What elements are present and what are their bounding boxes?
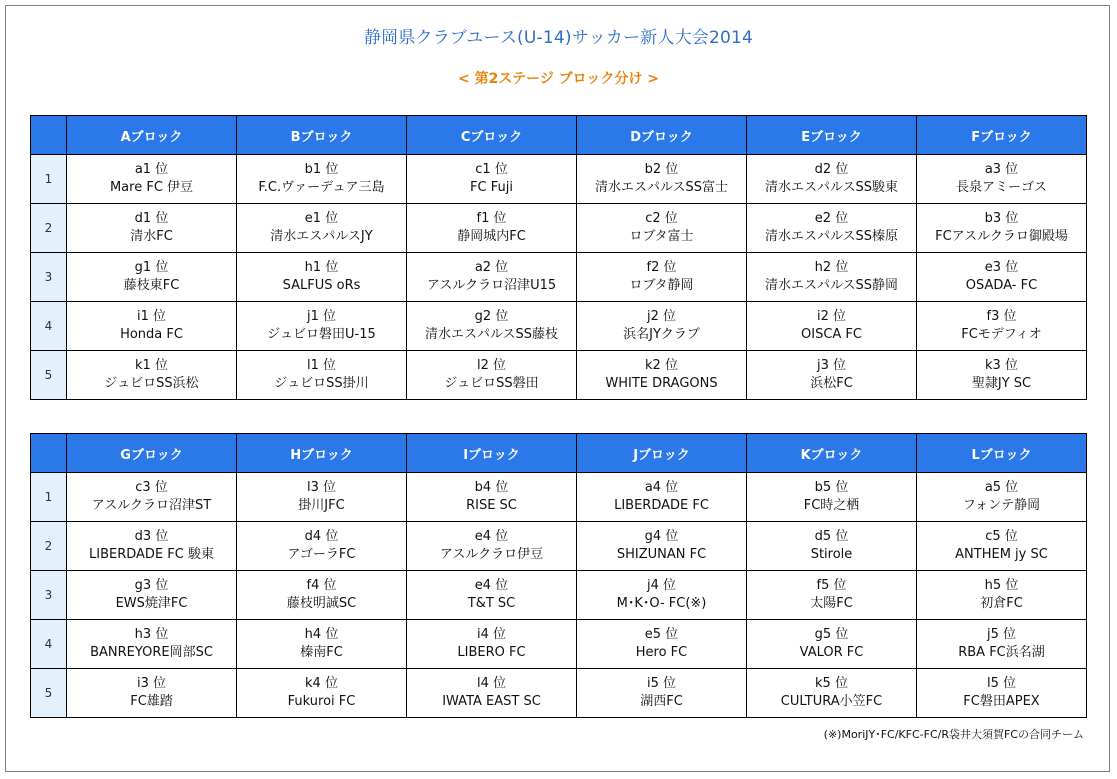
team-cell (747, 351, 917, 400)
team-name: WHITE DRAGONS (605, 376, 718, 391)
qualifying-rank: e3 位 (984, 260, 1019, 275)
team-cell (747, 571, 917, 620)
block-table-1 (30, 115, 1087, 400)
qualifying-rank: g3 位 (134, 578, 169, 593)
team-cell (407, 571, 577, 620)
team-name: フォンテ静岡 (962, 498, 1041, 513)
table-row (31, 253, 1087, 302)
row-number: 2 (31, 204, 67, 253)
team-cell (237, 571, 407, 620)
qualifying-rank: k3 位 (985, 358, 1018, 373)
team-cell (237, 204, 407, 253)
block-header: Dブロック (577, 116, 747, 155)
qualifying-rank: h4 位 (304, 627, 339, 642)
team-cell (577, 473, 747, 522)
team-cell (917, 302, 1087, 351)
row-number: 2 (31, 522, 67, 571)
team-name: BANREYORE岡部SC (90, 645, 213, 660)
qualifying-rank: e1 位 (304, 211, 339, 226)
team-name: OSADA- FC (965, 278, 1038, 293)
team-name: ジュビロSS浜松 (104, 376, 199, 391)
team-name: ロブタ富士 (629, 229, 694, 244)
footnote: (※)MoriJY･FC/KFC-FC/R袋井大須賀FCの合同チーム (823, 728, 1084, 741)
qualifying-rank: i5 位 (646, 676, 676, 691)
team-name: SALFUS oRs (282, 278, 361, 293)
team-cell (747, 302, 917, 351)
qualifying-rank: e4 位 (474, 529, 509, 544)
page-subtitle: < 第2ステージ ブロック分け > (458, 71, 659, 87)
table-row (31, 669, 1087, 718)
team-name: 清水エスパルスSS藤枝 (424, 327, 559, 342)
table-row (31, 351, 1087, 400)
team-cell (237, 351, 407, 400)
team-cell (237, 669, 407, 718)
team-cell (917, 571, 1087, 620)
team-name: T&T SC (467, 596, 516, 611)
qualifying-rank: j1 位 (306, 309, 336, 324)
block-header: Jブロック (577, 434, 747, 473)
block-table-2 (30, 433, 1087, 718)
qualifying-rank: f3 位 (986, 309, 1017, 324)
team-name: FCモデフィオ (961, 327, 1042, 342)
qualifying-rank: j5 位 (986, 627, 1016, 642)
team-name: F.C.ヴァーデュア三島 (258, 180, 385, 195)
team-name: Honda FC (120, 327, 183, 342)
team-cell (917, 351, 1087, 400)
qualifying-rank: g2 位 (474, 309, 509, 324)
team-cell (237, 473, 407, 522)
qualifying-rank: b4 位 (474, 480, 509, 495)
qualifying-rank: g4 位 (644, 529, 679, 544)
team-cell (917, 253, 1087, 302)
qualifying-rank: f5 位 (816, 578, 847, 593)
team-cell (67, 473, 237, 522)
header-corner (31, 116, 67, 155)
team-name: ANTHEM jy SC (955, 547, 1048, 562)
team-cell (407, 302, 577, 351)
team-cell (917, 620, 1087, 669)
table-row (31, 155, 1087, 204)
block-header: Eブロック (747, 116, 917, 155)
qualifying-rank: g5 位 (814, 627, 849, 642)
team-name: 長泉アミーゴス (955, 180, 1047, 195)
table-row (31, 620, 1087, 669)
qualifying-rank: h3 位 (134, 627, 169, 642)
team-name: Mare FC 伊豆 (109, 180, 194, 195)
team-cell (67, 522, 237, 571)
qualifying-rank: h5 位 (984, 578, 1019, 593)
team-cell (237, 620, 407, 669)
qualifying-rank: e5 位 (644, 627, 679, 642)
team-name: ジュビロSS磐田 (444, 376, 539, 391)
qualifying-rank: d3 位 (134, 529, 169, 544)
team-cell (407, 620, 577, 669)
team-cell (407, 669, 577, 718)
team-cell (747, 155, 917, 204)
qualifying-rank: l1 位 (306, 358, 336, 373)
team-cell (577, 204, 747, 253)
team-name: アスルクラロ沼津ST (91, 498, 212, 513)
qualifying-rank: i2 位 (816, 309, 846, 324)
team-cell (917, 155, 1087, 204)
team-cell (577, 253, 747, 302)
team-cell (747, 473, 917, 522)
team-cell (917, 473, 1087, 522)
team-cell (577, 669, 747, 718)
qualifying-rank: b1 位 (304, 162, 339, 177)
team-cell (747, 204, 917, 253)
team-name: FCアスルクラロ御殿場 (935, 229, 1068, 244)
team-cell (577, 571, 747, 620)
qualifying-rank: e2 位 (814, 211, 849, 226)
team-name: RBA FC浜名湖 (958, 645, 1045, 660)
team-name: M･K･O- FC(※) (616, 596, 707, 611)
qualifying-rank: a3 位 (984, 162, 1019, 177)
table-row (31, 473, 1087, 522)
qualifying-rank: e4 位 (474, 578, 509, 593)
team-cell (577, 302, 747, 351)
qualifying-rank: j2 位 (646, 309, 676, 324)
qualifying-rank: d5 位 (814, 529, 849, 544)
qualifying-rank: l4 位 (476, 676, 506, 691)
team-name: ジュビロSS掛川 (274, 376, 369, 391)
team-cell (67, 253, 237, 302)
qualifying-rank: h1 位 (304, 260, 339, 275)
qualifying-rank: k4 位 (305, 676, 338, 691)
team-cell (67, 351, 237, 400)
header-row (31, 434, 1087, 473)
qualifying-rank: a4 位 (644, 480, 679, 495)
qualifying-rank: k1 位 (135, 358, 168, 373)
block-header: Hブロック (237, 434, 407, 473)
team-name: RISE SC (466, 498, 517, 513)
block-header: Iブロック (407, 434, 577, 473)
team-name: OISCA FC (801, 327, 862, 342)
header-row (31, 116, 1087, 155)
team-cell (747, 253, 917, 302)
team-name: 清水FC (130, 229, 173, 244)
team-name: 清水エスパルスSS榛原 (764, 229, 899, 244)
block-header: Fブロック (917, 116, 1087, 155)
team-name: IWATA EAST SC (442, 694, 541, 709)
team-cell (407, 522, 577, 571)
row-number: 1 (31, 155, 67, 204)
block-header: Kブロック (747, 434, 917, 473)
qualifying-rank: a2 位 (474, 260, 509, 275)
qualifying-rank: f2 位 (646, 260, 677, 275)
row-number: 3 (31, 253, 67, 302)
team-name: LIBERDADE FC 駿東 (89, 547, 214, 562)
header-corner (31, 434, 67, 473)
team-name: ロブタ静岡 (629, 278, 694, 293)
qualifying-rank: c1 位 (475, 162, 508, 177)
team-name: FC磐田APEX (963, 694, 1040, 709)
team-cell (577, 620, 747, 669)
row-number: 1 (31, 473, 67, 522)
team-name: アゴーラFC (287, 547, 356, 562)
team-name: VALOR FC (799, 645, 864, 660)
block-header: Gブロック (67, 434, 237, 473)
qualifying-rank: b2 位 (644, 162, 679, 177)
team-name: 清水エスパルスSS駿東 (764, 180, 899, 195)
team-cell (67, 669, 237, 718)
team-name: 清水エスパルスSS富士 (594, 180, 729, 195)
team-name: LIBERO FC (457, 645, 526, 660)
team-name: アスルクラロ沼津U15 (426, 278, 557, 293)
qualifying-rank: c5 位 (985, 529, 1018, 544)
qualifying-rank: f4 位 (306, 578, 337, 593)
qualifying-rank: c2 位 (645, 211, 678, 226)
team-cell (577, 155, 747, 204)
team-name: Stirole (810, 547, 853, 562)
team-cell (577, 351, 747, 400)
qualifying-rank: d4 位 (304, 529, 339, 544)
qualifying-rank: f1 位 (476, 211, 507, 226)
team-name: 静岡城内FC (457, 229, 526, 244)
team-cell (67, 204, 237, 253)
qualifying-rank: a1 位 (134, 162, 169, 177)
team-cell (67, 155, 237, 204)
row-number: 4 (31, 302, 67, 351)
table-row (31, 522, 1087, 571)
team-cell (917, 204, 1087, 253)
team-name: 浜名JYクラブ (623, 327, 700, 342)
team-name: 清水エスパルスJY (270, 229, 373, 244)
team-name: FC雄踏 (130, 694, 173, 709)
qualifying-rank: d2 位 (814, 162, 849, 177)
row-number: 5 (31, 669, 67, 718)
team-name: アスルクラロ伊豆 (439, 547, 544, 562)
team-name: 藤枝明誠SC (286, 596, 357, 611)
team-cell (407, 473, 577, 522)
team-name: FC時之栖 (803, 498, 860, 513)
table-row (31, 302, 1087, 351)
block-header: Bブロック (237, 116, 407, 155)
team-name: 初倉FC (980, 596, 1023, 611)
team-cell (407, 351, 577, 400)
team-cell (67, 620, 237, 669)
team-name: 湖西FC (640, 694, 683, 709)
qualifying-rank: l5 位 (986, 676, 1016, 691)
team-cell (407, 155, 577, 204)
qualifying-rank: i1 位 (136, 309, 166, 324)
team-name: 太陽FC (810, 596, 853, 611)
qualifying-rank: j4 位 (646, 578, 676, 593)
team-name: ジュビロ磐田U-15 (267, 327, 376, 342)
team-cell (747, 620, 917, 669)
qualifying-rank: b3 位 (984, 211, 1019, 226)
row-number: 3 (31, 571, 67, 620)
team-cell (237, 155, 407, 204)
qualifying-rank: i3 位 (136, 676, 166, 691)
team-name: 聖隷JY SC (971, 376, 1032, 391)
team-cell (237, 522, 407, 571)
block-header: Aブロック (67, 116, 237, 155)
row-number: 5 (31, 351, 67, 400)
page-title: 静岡県クラブユース(U-14)サッカー新人大会2014 (363, 28, 754, 48)
team-name: EWS焼津FC (115, 596, 188, 611)
team-name: CULTURA小笠FC (780, 694, 883, 709)
qualifying-rank: k2 位 (645, 358, 678, 373)
team-cell (917, 669, 1087, 718)
team-cell (407, 204, 577, 253)
team-cell (67, 571, 237, 620)
qualifying-rank: h2 位 (814, 260, 849, 275)
row-number: 4 (31, 620, 67, 669)
block-header: Lブロック (917, 434, 1087, 473)
team-name: 浜松FC (810, 376, 853, 391)
qualifying-rank: j3 位 (816, 358, 846, 373)
block-header: Cブロック (407, 116, 577, 155)
team-name: Fukuroi FC (287, 694, 356, 709)
team-cell (237, 253, 407, 302)
qualifying-rank: k5 位 (815, 676, 848, 691)
qualifying-rank: c3 位 (135, 480, 168, 495)
qualifying-rank: l3 位 (306, 480, 336, 495)
team-cell (67, 302, 237, 351)
team-cell (917, 522, 1087, 571)
qualifying-rank: d1 位 (134, 211, 169, 226)
team-cell (747, 522, 917, 571)
team-name: LIBERDADE FC (614, 498, 709, 513)
team-name: SHIZUNAN FC (616, 547, 707, 562)
team-name: 藤枝東FC (123, 278, 180, 293)
qualifying-rank: a5 位 (984, 480, 1019, 495)
team-cell (577, 522, 747, 571)
team-name: Hero FC (635, 645, 688, 660)
team-name: 清水エスパルスSS静岡 (764, 278, 899, 293)
team-cell (407, 253, 577, 302)
table-row (31, 571, 1087, 620)
qualifying-rank: b5 位 (814, 480, 849, 495)
team-name: 掛川JFC (298, 498, 345, 513)
team-name: FC Fuji (470, 180, 513, 195)
team-name: 榛南FC (300, 645, 343, 660)
table-row (31, 204, 1087, 253)
qualifying-rank: g1 位 (134, 260, 169, 275)
team-cell (237, 302, 407, 351)
team-cell (747, 669, 917, 718)
qualifying-rank: i4 位 (476, 627, 506, 642)
qualifying-rank: l2 位 (476, 358, 506, 373)
